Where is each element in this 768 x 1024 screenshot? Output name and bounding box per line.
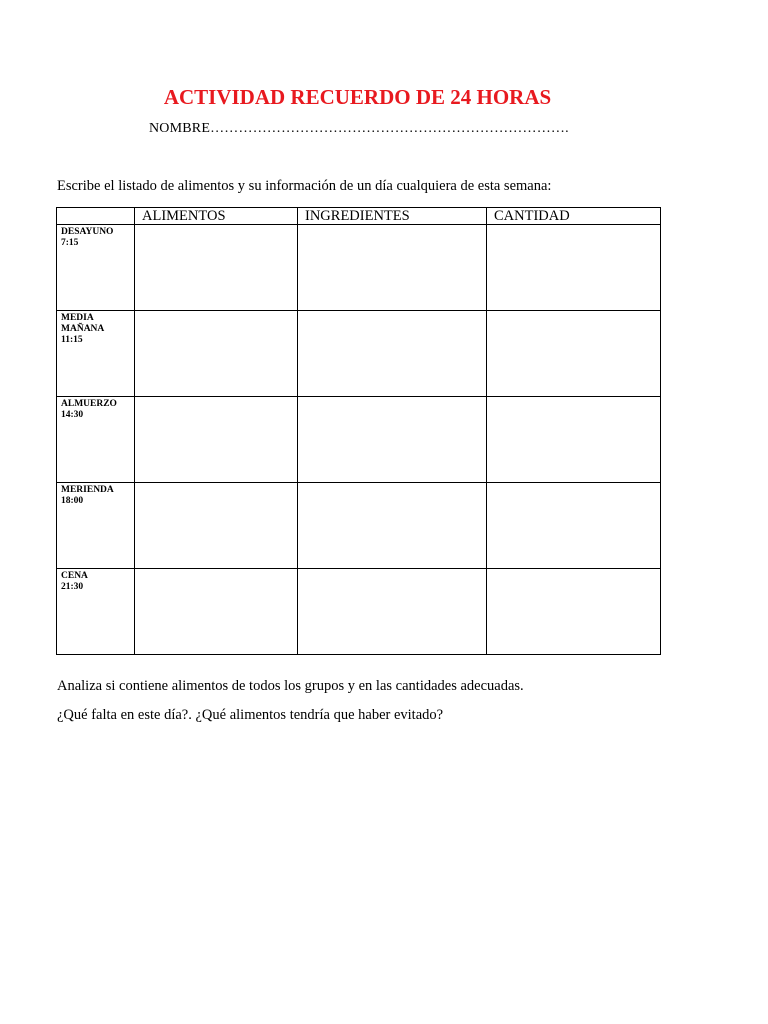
table-header-row [57, 208, 661, 225]
meal-label: MERIENDA 18:00 [57, 483, 135, 569]
food-recall-table [56, 207, 661, 655]
cantidad-cell[interactable] [487, 397, 661, 483]
header-cantidad: CANTIDAD [487, 208, 661, 225]
meal-label: DESAYUNO 7:15 [57, 225, 135, 311]
cantidad-cell[interactable] [487, 311, 661, 397]
ingredientes-cell[interactable] [298, 569, 487, 655]
header-ingredientes: INGREDIENTES [298, 208, 487, 225]
page-title: ACTIVIDAD RECUERDO DE 24 HORAS [163, 85, 552, 109]
alimentos-cell[interactable] [135, 311, 298, 397]
header-alimentos: ALIMENTOS [135, 208, 298, 225]
ingredientes-cell[interactable] [298, 311, 487, 397]
name-field-line: NOMBRE…………………………………………………………………. [149, 121, 569, 136]
alimentos-cell[interactable] [135, 225, 298, 311]
question-analysis: Analiza si contiene alimentos de todos los grupos y en las cantidades adecuadas. [57, 678, 524, 694]
alimentos-cell[interactable] [135, 397, 298, 483]
ingredientes-cell[interactable] [298, 225, 487, 311]
alimentos-cell[interactable] [135, 483, 298, 569]
ingredientes-cell[interactable] [298, 483, 487, 569]
table-row [57, 483, 661, 569]
cantidad-cell[interactable] [487, 569, 661, 655]
ingredientes-cell[interactable] [298, 397, 487, 483]
cantidad-cell[interactable] [487, 483, 661, 569]
table-row [57, 397, 661, 483]
cantidad-cell[interactable] [487, 225, 661, 311]
alimentos-cell[interactable] [135, 569, 298, 655]
meal-label: MEDIA MAÑANA 11:15 [57, 311, 135, 397]
table-row [57, 311, 661, 397]
question-missing: ¿Qué falta en este día?. ¿Qué alimentos tendría que haber evitado? [57, 707, 444, 723]
table-row [57, 225, 661, 311]
table-row [57, 569, 661, 655]
meal-label: ALMUERZO 14:30 [57, 397, 135, 483]
instructions-text: Escribe el listado de alimentos y su información de un día cualquiera de esta semana: [57, 178, 552, 194]
header-meal [57, 208, 135, 225]
meal-label: CENA 21:30 [57, 569, 135, 655]
